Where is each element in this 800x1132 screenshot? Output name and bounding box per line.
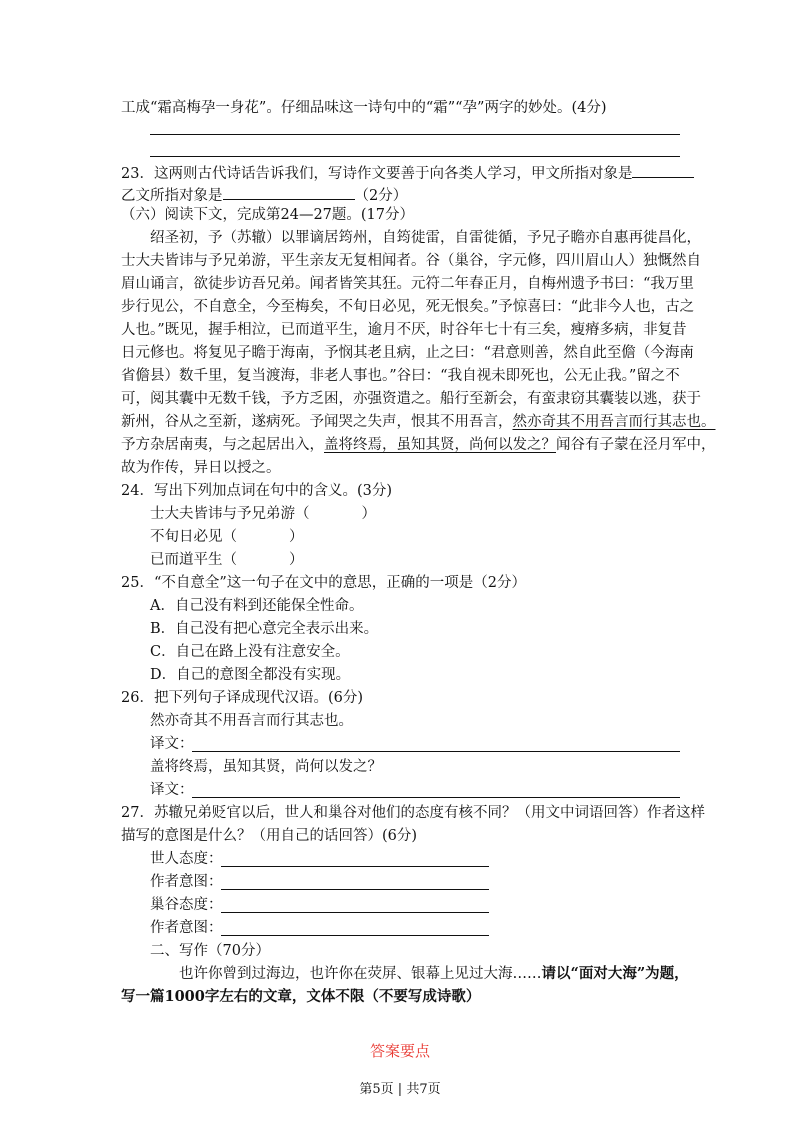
passage-line: 绍圣初，予（苏辙）以罪谪居筠州，自筠徙雷，自雷徙循，予兄子瞻亦自惠再徙昌化， — [150, 230, 701, 246]
q27-field — [150, 849, 223, 869]
translation-label: 译文： — [150, 782, 194, 798]
q24-item-text: 已而道平生（ — [150, 552, 237, 568]
q27-field — [150, 895, 223, 915]
q25-option-a[interactable]: A．自己没有料到还能保全性命。 — [150, 598, 364, 614]
q24-item — [150, 527, 304, 547]
passage-line: 眉山诵言，欲徒步访吾兄弟。闻者皆笑其狂。元符二年春正月，自梅州遗予书曰：“我万里 — [121, 276, 694, 292]
q26-translation-1 — [150, 734, 194, 754]
answer-line[interactable] — [221, 912, 489, 913]
underlined-sentence-1: 然亦奇其不用吾言而行其志也。 — [512, 414, 716, 430]
passage-text: 新州，谷从之至新，遂病死。予闻哭之失声，恨其不用吾言， — [121, 414, 513, 430]
answer-line — [150, 156, 680, 157]
field-label: 作者意图： — [150, 874, 223, 890]
q24-close: ） — [361, 506, 376, 522]
q27-line2: 描写的意图是什么？（用自己的话回答）(6分) — [121, 828, 418, 844]
q23-text: 23．这两则古代诗话告诉我们，写诗作文要善于向各类人学习，甲文所指对象是 — [121, 166, 633, 182]
q23-line1 — [121, 162, 694, 184]
passage-line: 省儋县）数千里，复当渡海，非老人事也。”谷曰：“我自视未即死也，公无止我。”留之不 — [121, 368, 680, 384]
passage-line: 人也。”既见，握手相泣，已而道平生，逾月不厌，时谷年七十有三矣，瘦瘠多病，非复昔 — [121, 322, 687, 338]
answer-line[interactable] — [192, 797, 680, 798]
q24-close: ） — [289, 529, 304, 545]
writing-heading: 二、写作（70分） — [150, 943, 270, 959]
answer-line — [150, 134, 680, 135]
answer-line[interactable] — [192, 751, 680, 752]
q25-option-d[interactable]: D．自己的意图全都没有实现。 — [150, 667, 351, 683]
field-label: 世人态度： — [150, 851, 223, 867]
writing-intro: 也许你曾到过海边，也许你在荧屏、银幕上见过大海…… — [179, 966, 542, 982]
q27-line1: 27．苏辙兄弟贬官以后，世人和巢谷对他们的态度有核不同？（用文中词语回答）作者这样 — [121, 805, 705, 821]
answer-heading: 答案要点 — [369, 1042, 430, 1060]
writing-instruction-2: 写一篇1000字左右的文章，文体不限（不要写成诗歌） — [121, 988, 481, 1005]
translation-label: 译文： — [150, 736, 194, 752]
answer-line[interactable] — [221, 866, 489, 867]
passage-text: 闻谷有子蒙在泾月军中， — [556, 437, 716, 453]
passage-line — [121, 412, 716, 432]
passage-text: 予方杂居南夷，与之起居出入， — [121, 437, 324, 453]
q24-item-text: 不旬日必见（ — [150, 529, 237, 545]
page-footer: 第5页 | 共7页 — [359, 1082, 441, 1097]
answer-blank[interactable] — [223, 184, 355, 200]
q26-title: 26．把下列句子译成现代汉语。(6分) — [121, 690, 363, 706]
q27-field — [150, 872, 223, 892]
q26-sentence-1: 然亦奇其不用吾言而行其志也。 — [150, 713, 353, 729]
passage-line: 故为作传，异日以授之。 — [121, 460, 281, 476]
q26-translation-2 — [150, 780, 194, 800]
writing-instruction: 请以“面对大海”为题， — [541, 965, 689, 982]
field-label: 作者意图： — [150, 920, 223, 936]
passage-line — [121, 435, 716, 455]
q27-field — [150, 918, 223, 938]
q24-item-text: 士大夫皆讳与予兄弟游（ — [150, 506, 310, 522]
q24-item — [150, 504, 376, 524]
q25-option-b[interactable]: B．自己没有把心意完全表示出来。 — [150, 621, 379, 637]
q24-title: 24．写出下列加点词在句中的含义。(3分) — [121, 483, 392, 499]
passage-line: 士大夫皆讳与予兄弟游，平生亲友无复相闻者。谷（巢谷，字元修，四川眉山人）独慨然自 — [121, 253, 701, 269]
underlined-sentence-2: 盖将终焉，虽知其贤，尚何以发之？ — [324, 437, 556, 453]
q23-line2 — [121, 184, 407, 206]
q25-title: 25．“不自意全”这一句子在文中的意思，正确的一项是（2分） — [121, 575, 526, 591]
q23-score: （2分） — [354, 188, 408, 204]
field-label: 巢谷态度： — [150, 897, 223, 913]
answer-line[interactable] — [221, 935, 489, 936]
q25-option-c[interactable]: C．自己在路上没有注意安全。 — [150, 644, 350, 660]
answer-blank[interactable] — [632, 162, 694, 178]
writing-prompt — [179, 964, 689, 984]
q23-text2: 乙文所指对象是 — [121, 188, 223, 204]
q22-tail: 工成“霜高梅孕一身花”。仔细品味这一诗句中的“霜”“孕”两字的妙处。(4分) — [121, 100, 607, 116]
answer-line[interactable] — [221, 889, 489, 890]
passage-line: 可，阅其囊中无数千钱，予方乏困，亦强资遣之。船行至新会，有蛮隶窃其囊装以逃，获于 — [121, 391, 701, 407]
q24-close: ） — [289, 552, 304, 568]
q24-item — [150, 550, 304, 570]
q26-sentence-2: 盖将终焉，虽知其贤，尚何以发之？ — [150, 759, 382, 775]
passage-line: 日元修也。将复见子瞻于海南，予悯其老且病，止之曰：“君意则善，然自此至儋（今海南 — [121, 345, 694, 361]
passage-line: 步行见公，不自意全，今至梅矣，不旬日必见，死无恨矣。”予惊喜曰：“此非今人也，古之 — [121, 299, 695, 315]
section-6-heading: （六）阅读下文，完成第24—27题。(17分） — [121, 207, 415, 223]
